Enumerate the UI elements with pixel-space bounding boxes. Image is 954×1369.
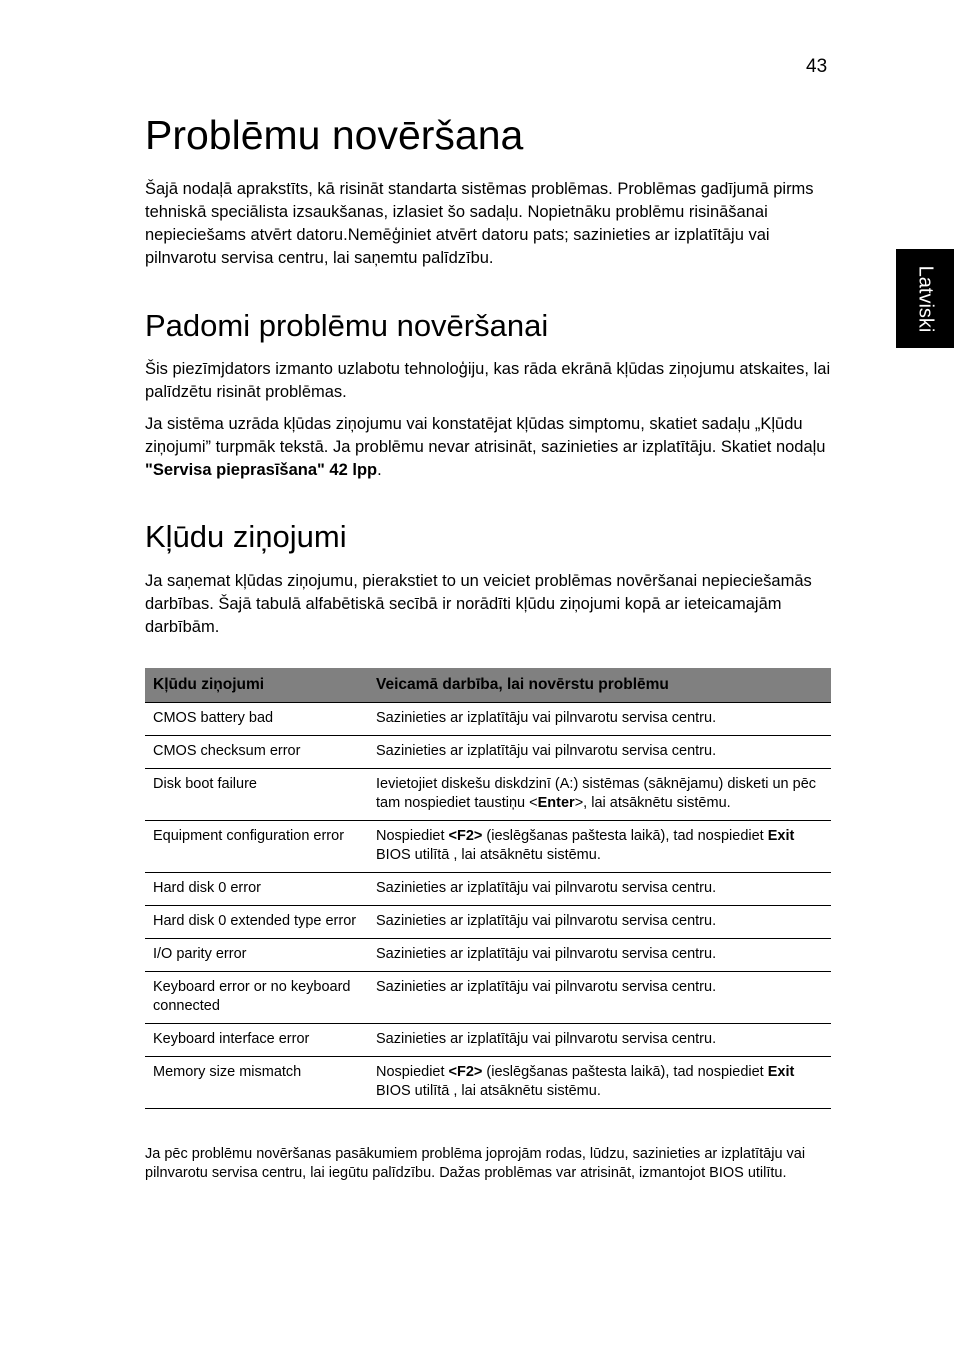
error-cell: CMOS battery bad bbox=[145, 703, 368, 736]
table-row bbox=[145, 769, 831, 821]
column-header-error: Kļūdu ziņojumi bbox=[145, 668, 368, 703]
error-cell: Memory size mismatch bbox=[145, 1057, 368, 1109]
table-row bbox=[145, 1057, 831, 1109]
action-cell: Sazinieties ar izplatītāju vai pilnvarotu servisa centru. bbox=[368, 906, 831, 939]
action-cell: Sazinieties ar izplatītāju vai pilnvarotu servisa centru. bbox=[368, 939, 831, 972]
action-key: Enter bbox=[537, 795, 575, 811]
action-text: BIOS utilītā , lai atsāknētu sistēmu. bbox=[376, 1083, 601, 1099]
error-cell: Keyboard interface error bbox=[145, 1024, 368, 1057]
column-header-action: Veicamā darbība, lai novērstu problēmu bbox=[368, 668, 831, 703]
action-text: (ieslēgšanas paštesta laikā), tad nospiediet bbox=[482, 1064, 768, 1080]
action-cell: Sazinieties ar izplatītāju vai pilnvarotu servisa centru. bbox=[368, 972, 831, 1024]
action-text: Nospiediet bbox=[376, 828, 449, 844]
action-text: Ievietojiet diskešu diskdzinī (A:) sistēmas (sāknējamu) disketi un pēc tam nospiediet taustiņu < bbox=[376, 776, 817, 811]
tips-paragraph-2-end: . bbox=[377, 461, 382, 479]
error-cell: CMOS checksum error bbox=[145, 736, 368, 769]
action-cell bbox=[368, 769, 831, 821]
tips-paragraph-2-text: Ja sistēma uzrāda kļūdas ziņojumu vai konstatējat kļūdas simptomu, skatiet sadaļu „Kļūdu ziņojumi” turpmāk tekstā. Ja problēmu nevar atrisināt, sazinieties ar izplatītāju. Skatiet nodaļu bbox=[145, 415, 826, 456]
action-text: >, lai atsāknētu sistēmu. bbox=[574, 795, 731, 811]
section-heading-errors: Kļūdu ziņojumi bbox=[145, 519, 347, 554]
table-header-row bbox=[145, 668, 831, 703]
error-cell: Keyboard error or no keyboard connected bbox=[145, 972, 368, 1024]
section-heading-tips: Padomi problēmu novēršanai bbox=[145, 308, 549, 343]
language-tab-label: Latviski bbox=[914, 265, 937, 332]
action-key: <F2> bbox=[448, 1064, 483, 1080]
error-cell: Disk boot failure bbox=[145, 769, 368, 821]
table-row bbox=[145, 821, 831, 873]
tips-paragraph-1: Šis piezīmjdators izmanto uzlabotu tehnoloģiju, kas rāda ekrānā kļūdas ziņojumu atskaites, lai palīdzētu risināt problēmas. bbox=[145, 360, 831, 401]
action-cell: Sazinieties ar izplatītāju vai pilnvarotu servisa centru. bbox=[368, 703, 831, 736]
service-request-link[interactable]: "Servisa pieprasīšana" 42 lpp bbox=[145, 461, 378, 479]
action-key: <F2> bbox=[448, 828, 483, 844]
action-cell: Sazinieties ar izplatītāju vai pilnvarotu servisa centru. bbox=[368, 1024, 831, 1057]
page-number: 43 bbox=[806, 56, 828, 77]
error-cell: Hard disk 0 error bbox=[145, 873, 368, 906]
table-row bbox=[145, 736, 831, 769]
page-title: Problēmu novēršana bbox=[145, 112, 524, 158]
action-text: BIOS utilītā , lai atsāknētu sistēmu. bbox=[376, 847, 601, 863]
action-cell: Sazinieties ar izplatītāju vai pilnvarotu servisa centru. bbox=[368, 873, 831, 906]
action-cell: Sazinieties ar izplatītāju vai pilnvarotu servisa centru. bbox=[368, 736, 831, 769]
action-key: Exit bbox=[767, 1064, 795, 1080]
intro-paragraph: Šajā nodaļā aprakstīts, kā risināt standarta sistēmas problēmas. Problēmas gadījumā pirms tehniskā speciālista izsaukšanas, izlasiet šo sadaļu. Nopietnāku problēmu risināšanai nepieciešams atvērt datoru.Nemēģiniet atvērt datoru pats; sazinieties ar izplatītāju vai pilnvarotu servisa centru, lai saņemtu palīdzību. bbox=[145, 180, 814, 267]
action-cell bbox=[368, 1057, 831, 1109]
footer-note: Ja pēc problēmu novēršanas pasākumiem problēma joprojām rodas, lūdzu, sazinieties ar izplatītāju vai pilnvarotu servisa centru, lai iegūtu palīdzību. Dažas problēmas var atrisināt, izmantojot BIOS utilītu. bbox=[145, 1146, 806, 1181]
table-row bbox=[145, 873, 831, 906]
error-cell: I/O parity error bbox=[145, 939, 368, 972]
table-row bbox=[145, 703, 831, 736]
error-cell: Equipment configuration error bbox=[145, 821, 368, 873]
error-cell: Hard disk 0 extended type error bbox=[145, 906, 368, 939]
tips-paragraph-2 bbox=[145, 413, 835, 482]
table-row bbox=[145, 1024, 831, 1057]
table-row bbox=[145, 939, 831, 972]
action-key: Exit bbox=[767, 828, 795, 844]
table-row bbox=[145, 972, 831, 1024]
errors-paragraph: Ja saņemat kļūdas ziņojumu, pierakstiet to un veiciet problēmas novēršanai nepieciešamās darbības. Šajā tabulā alfabētiskā secībā ir norādīti kļūdu ziņojumi kopā ar ieteicamajām darbībām. bbox=[145, 572, 812, 636]
table-row bbox=[145, 906, 831, 939]
action-text: Nospiediet bbox=[376, 1064, 449, 1080]
action-text: (ieslēgšanas paštesta laikā), tad nospiediet bbox=[482, 828, 768, 844]
action-cell bbox=[368, 821, 831, 873]
error-messages-table bbox=[145, 668, 831, 1109]
language-tab bbox=[896, 249, 954, 348]
